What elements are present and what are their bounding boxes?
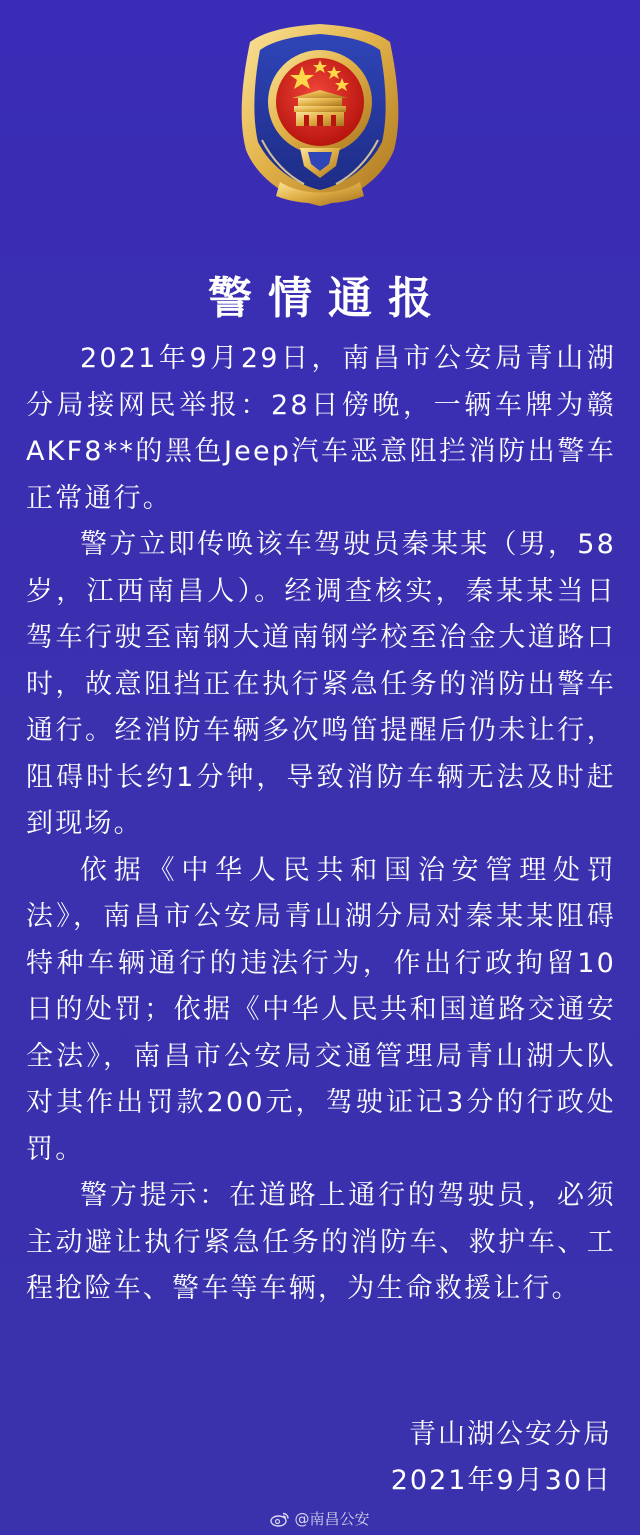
weibo-watermark xyxy=(0,1508,640,1529)
signature-date: 2021年9月30日 xyxy=(390,1465,612,1496)
police-emblem-icon xyxy=(232,20,408,210)
paragraph-reminder: 警方提示：在道路上通行的驾驶员，必须主动避让执行紧急任务的消防车、救护车、工程抢险车、警车等车辆，为生命救援让行。 xyxy=(26,1180,616,1304)
watermark-text: @南昌公安 xyxy=(294,1510,370,1528)
signature-block xyxy=(252,1412,612,1504)
notice-body xyxy=(26,336,616,1313)
signature-org: 青山湖公安分局 xyxy=(409,1419,612,1450)
weibo-icon xyxy=(270,1511,290,1527)
police-emblem xyxy=(0,20,640,210)
paragraph-incident: 2021年9月29日，南昌市公安局青山湖分局接网民举报：28日傍晚，一辆车牌为赣AKF8**的黑色Jeep汽车恶意阻拦消防出警车正常通行。 xyxy=(26,343,616,514)
paragraph-investigation: 警方立即传唤该车驾驶员秦某某（男，58岁，江西南昌人）。经调查核实，秦某某当日驾车行驶至南钢大道南钢学校至冶金大道路口时，故意阻挡正在执行紧急任务的消防出警车通行。经消防车辆多次鸣笛提醒后仍未让行，阻碍时长约1分钟，导致消防车辆无法及时赶到现场。 xyxy=(26,529,616,839)
notice-title: 警情通报 xyxy=(208,273,448,325)
paragraph-penalty: 依据《中华人民共和国治安管理处罚法》，南昌市公安局青山湖分局对秦某某阻碍特种车辆通行的违法行为，作出行政拘留10日的处罚；依据《中华人民共和国道路交通安全法》，南昌市公安局交通管理局青山湖大队对其作出罚款200元，驾驶证记3分的行政处罚。 xyxy=(26,854,616,1165)
